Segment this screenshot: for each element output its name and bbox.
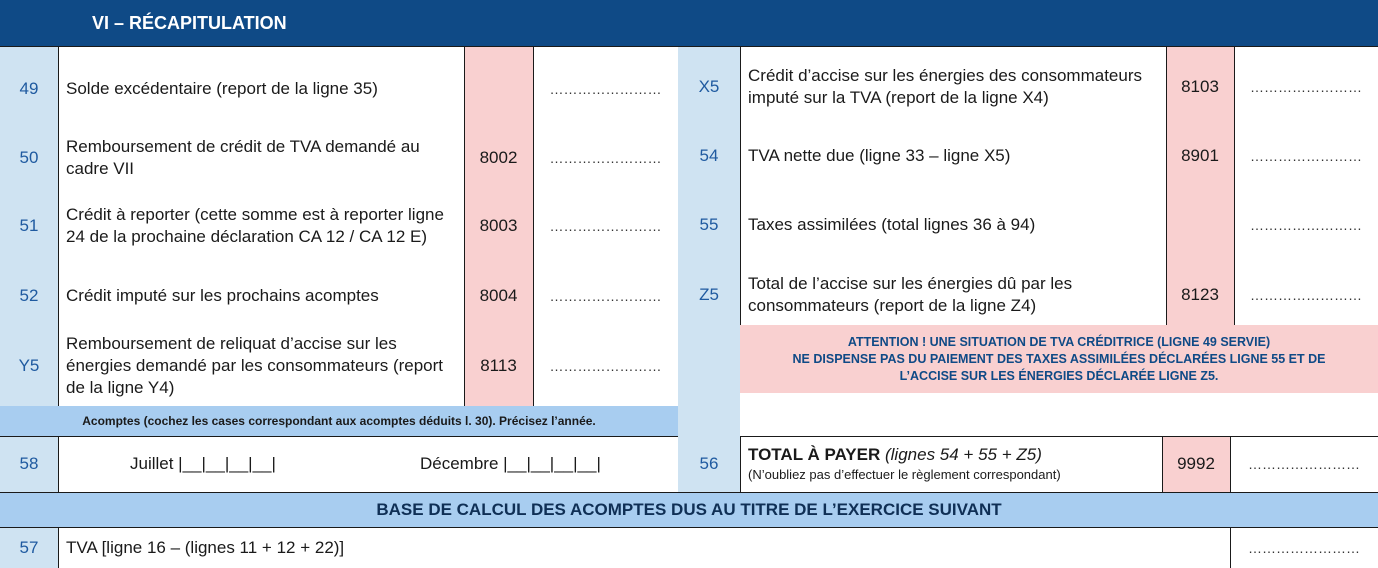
divider [58, 47, 59, 406]
divider [1234, 47, 1235, 325]
amount-field[interactable]: …………………… [1248, 540, 1360, 556]
code-cell [1166, 185, 1234, 265]
line-number: 56 [678, 436, 740, 492]
divider [0, 46, 1378, 47]
number-column-filler [678, 325, 740, 436]
line-number: 57 [0, 528, 58, 568]
code-cell: 9992 [1162, 436, 1230, 492]
base-title: BASE DE CALCUL DES ACOMPTES DUS AU TITRE DE L’EXERCICE SUIVANT [376, 500, 1002, 519]
row-label: Crédit à reporter (cette somme est à reporter ligne 24 de la prochaine déclaration CA 12 / CA 12 E) [66, 205, 444, 246]
amount-field[interactable]: …………………… [1250, 217, 1362, 233]
code-cell: 8123 [1166, 265, 1234, 325]
total-title [748, 444, 1162, 466]
divider [58, 436, 59, 492]
divider [1162, 436, 1163, 492]
row-label: Solde excédentaire (report de la ligne 35) [66, 78, 378, 98]
section-header [0, 0, 1378, 46]
line-number: Y5 [0, 326, 58, 406]
line-number: 49 [0, 47, 58, 130]
acomptes-header [0, 406, 678, 436]
line-number: 54 [678, 127, 740, 185]
divider [740, 436, 741, 492]
row-label: TVA nette due (ligne 33 – ligne X5) [748, 146, 1011, 165]
amount-field[interactable]: …………………… [549, 358, 662, 374]
line-number: 58 [0, 436, 58, 492]
row-label: TVA [ligne 16 – (lignes 11 + 12 + 22)] [66, 538, 345, 557]
amount-field[interactable]: …………………… [1250, 287, 1362, 303]
divider [464, 47, 465, 406]
warning-line: NE DISPENSE PAS DU PAIEMENT DES TAXES ASSIMILÉES DÉCLARÉES LIGNE 55 ET DE [792, 351, 1326, 366]
line-number: 55 [678, 185, 740, 265]
amount-field[interactable]: …………………… [549, 150, 662, 166]
amount-field[interactable]: …………………… [1250, 148, 1362, 164]
line-number: X5 [678, 47, 740, 127]
warning-box [740, 325, 1378, 393]
total-bold: TOTAL À PAYER [748, 445, 881, 464]
total-italic: (lignes 54 + 55 + Z5) [884, 445, 1042, 464]
total-sub: (N’oubliez pas d’effectuer le règlement correspondant) [748, 467, 1061, 482]
code-cell: 8004 [464, 266, 533, 326]
code-cell: 8003 [464, 186, 533, 266]
code-cell: 8113 [464, 326, 533, 406]
line-number: 51 [0, 186, 58, 266]
section-title: VI – RÉCAPITULATION [92, 12, 287, 33]
divider [740, 436, 1378, 437]
decembre-boxes[interactable]: Décembre |__|__|__|__| [420, 454, 601, 473]
line-number: 50 [0, 130, 58, 186]
divider [1166, 47, 1167, 325]
divider [533, 47, 534, 406]
total-label-block [748, 436, 1162, 492]
row-label: Crédit d’accise sur les énergies des consommateurs imputé sur la TVA (report de la ligne X4) [748, 66, 1143, 107]
amount-field[interactable]: …………………… [549, 218, 662, 234]
divider [1230, 436, 1231, 492]
amount-field[interactable]: …………………… [549, 80, 662, 97]
code-cell [464, 47, 533, 130]
row-label: Remboursement de reliquat d’accise sur les énergies demandé par les consommateurs (report de la ligne Y4) [66, 334, 444, 397]
amount-field[interactable]: …………………… [1248, 456, 1360, 472]
divider [0, 436, 678, 437]
code-cell: 8901 [1166, 127, 1234, 185]
base-header [0, 493, 1378, 527]
warning-line: ATTENTION ! UNE SITUATION DE TVA CRÉDITRICE (LIGNE 49 SERVIE) [847, 334, 1271, 349]
line-number: 52 [0, 266, 58, 326]
warning-line: L’ACCISE SUR LES ÉNERGIES DÉCLARÉE LIGNE Z5. [899, 368, 1219, 383]
line-number: Z5 [678, 265, 740, 325]
code-cell: 8002 [464, 130, 533, 186]
row-label: Crédit imputé sur les prochains acomptes [66, 286, 379, 305]
juillet-boxes[interactable]: Juillet |__|__|__|__| [130, 454, 276, 473]
acomptes-label: Acomptes (cochez les cases correspondant aux acomptes déduits l. 30). Précisez l’année. [82, 414, 596, 428]
code-cell: 8103 [1166, 47, 1234, 127]
divider [740, 47, 741, 325]
row-label: Remboursement de crédit de TVA demandé au cadre VII [66, 137, 420, 178]
amount-field[interactable]: …………………… [1250, 79, 1362, 95]
amount-field[interactable]: …………………… [549, 288, 662, 304]
row-label: Total de l’accise sur les énergies dû par les consommateurs (report de la ligne Z4) [748, 274, 1073, 315]
row-label: Taxes assimilées (total lignes 36 à 94) [748, 215, 1036, 234]
